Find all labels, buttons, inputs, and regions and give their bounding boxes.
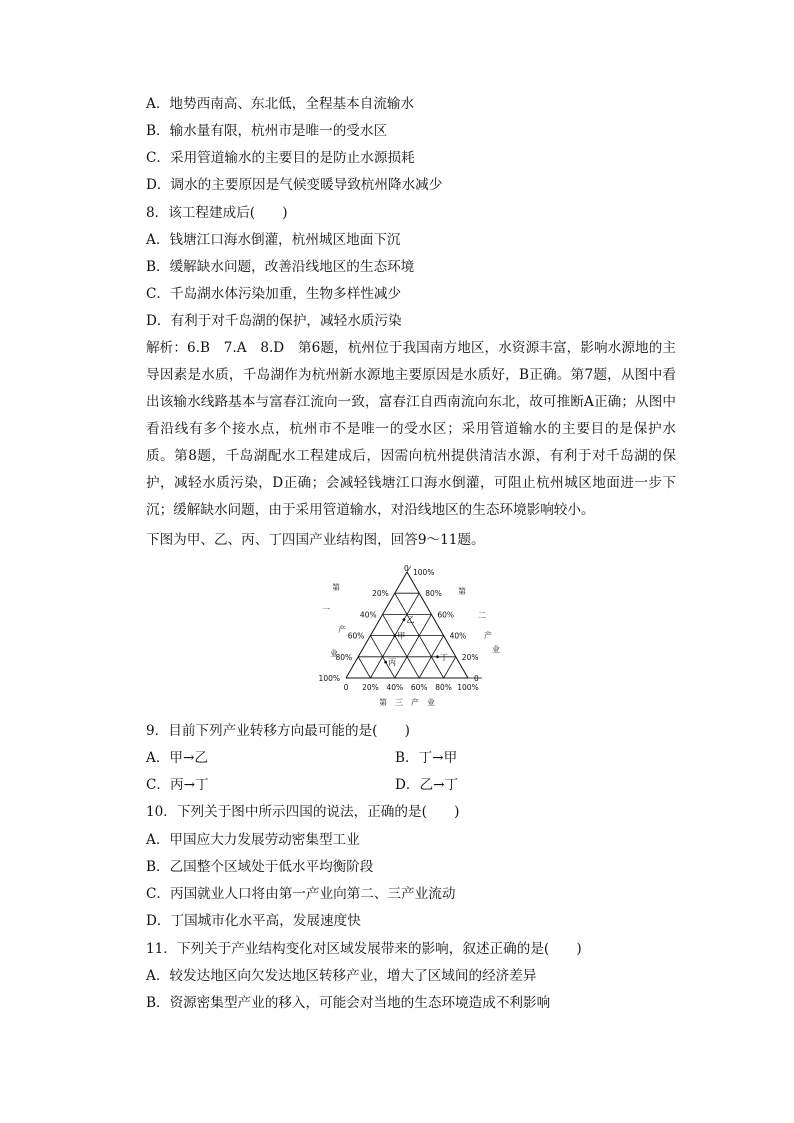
q9-option-d: D．乙→丁 [395, 777, 459, 793]
q10-option-c: C．丙国就业人口将由第一产业向第二、三产业流动 [146, 886, 456, 902]
industry-structure-triangle-chart [315, 562, 515, 710]
q9-option-c: C．丙→丁 [146, 777, 209, 793]
bottom-axis-title: 第 三 产 业 [379, 698, 435, 707]
q11-option-b: B．资源密集型产业的移入，可能会对当地的生态环境造成不利影响 [146, 995, 551, 1011]
bottom-tick-label: 20% [362, 683, 379, 692]
q9-option-b: B．丁→甲 [395, 750, 458, 766]
left-axis-title: 产 [338, 625, 346, 634]
country-label: 乙 [406, 615, 415, 625]
bottom-tick-label: 0 [343, 683, 349, 692]
country-point [384, 661, 387, 664]
triangle-left-edge [346, 572, 407, 678]
q10-stem: 10．下列关于图中所示四国的说法，正确的是( ) [146, 804, 460, 820]
bottom-tick-label: 60% [410, 683, 428, 692]
q11-option-a: A．较发达地区向欠发达地区转移产业，增大了区域间的经济差异 [146, 968, 537, 984]
gridline-a [358, 657, 370, 678]
q7-option-b: B．输水量有限，杭州市是唯一的受水区 [146, 123, 388, 139]
q8-stem: 8．该工程建成后( ) [146, 205, 288, 221]
right-axis-title: 第 [458, 587, 466, 596]
q10-option-b: B．乙国整个区域处于低水平均衡阶段 [146, 859, 374, 875]
q9-option-a: A．甲→乙 [146, 750, 208, 766]
chart-intro: 下图为甲、乙、丙、丁四国产业结构图，回答9～11题。 [146, 532, 485, 548]
left-tick-label: 80% [335, 652, 353, 662]
country-point [393, 634, 396, 637]
country-label: 丁 [440, 652, 448, 662]
q8-option-d: D．有利于对千岛湖的保护，减轻水质污染 [146, 313, 402, 329]
country-point [403, 618, 406, 621]
right-tick-label: 100% [413, 568, 435, 577]
q7-option-a: A．地势西南高、东北低，全程基本自流输水 [146, 96, 415, 112]
right-tick-label: 40% [449, 631, 467, 641]
left-tick-label: 40% [359, 610, 377, 620]
left-axis-title: 第 [332, 583, 340, 592]
right-axis-title: 二 [478, 611, 486, 620]
q8-option-a: A．钱塘江口海水倒灌，杭州城区地面下沉 [146, 232, 401, 248]
right-axis-title: 产 [484, 631, 492, 640]
right-tick-label: 60% [437, 610, 455, 620]
q11-stem: 11．下列关于产业结构变化对区域发展带来的影响，叙述正确的是( ) [146, 941, 582, 957]
right-axis-title: 业 [492, 645, 500, 654]
q10-option-d: D．丁国城市化水平高，发展速度快 [146, 913, 361, 929]
q8-option-b: B．缓解缺水问题，改善沿线地区的生态环境 [146, 259, 415, 275]
bottom-tick-label: 100% [457, 683, 479, 692]
left-tick-label: 60% [347, 631, 365, 641]
right-tick-label: 0 [474, 674, 479, 683]
right-tick-label: 80% [425, 589, 442, 599]
left-axis-title: 一 [322, 605, 330, 614]
left-tick-label: 20% [372, 589, 389, 599]
left-tick-label: 100% [318, 674, 340, 683]
q7-option-c: C．采用管道输水的主要目的是防止水源损耗 [146, 150, 415, 166]
bottom-tick-label: 40% [386, 683, 404, 692]
top-zero-label: 0 [404, 564, 409, 573]
country-point [436, 655, 439, 658]
bottom-tick-label: 80% [435, 683, 452, 692]
q9-stem: 9．目前下列产业转移方向最可能的是( ) [146, 723, 410, 739]
q10-option-a: A．甲国应大力发展劳动密集型工业 [146, 832, 360, 848]
country-label: 甲 [397, 631, 406, 641]
q8-option-c: C．千岛湖水体污染加重，生物多样性减少 [146, 286, 402, 302]
analysis-paragraph: 解析：6.B 7.A 8.D 第6题，杭州位于我国南方地区，水资源丰富，影响水源地的主导因素是水质，千岛湖作为杭州新水源地主要原因是水质好，B正确。第7题，从图中看出该输水线路基本与富春江流向一致，富春江自西南流向东北，故可推断A正确；从图中看沿线有多个接水点，杭州市不是唯一的受水区；采用管道输水的主要目的是保护水质。第8题，千岛湖配水工程建成后，因需向杭州提供清洁水源，有利于对千岛湖的保护，减轻水质污染，D正确；会减轻钱塘江口海水倒灌，可阻止杭州城区地面进一步下沉；缓解缺水问题，由于采用管道输水，对沿线地区的生态环境影响较小。 [146, 340, 676, 518]
right-tick-label: 20% [461, 652, 479, 662]
q7-option-d: D．调水的主要原因是气候变暖导致杭州降水减少 [146, 177, 443, 193]
left-axis-title: 业 [330, 649, 338, 658]
country-label: 丙 [388, 658, 397, 668]
